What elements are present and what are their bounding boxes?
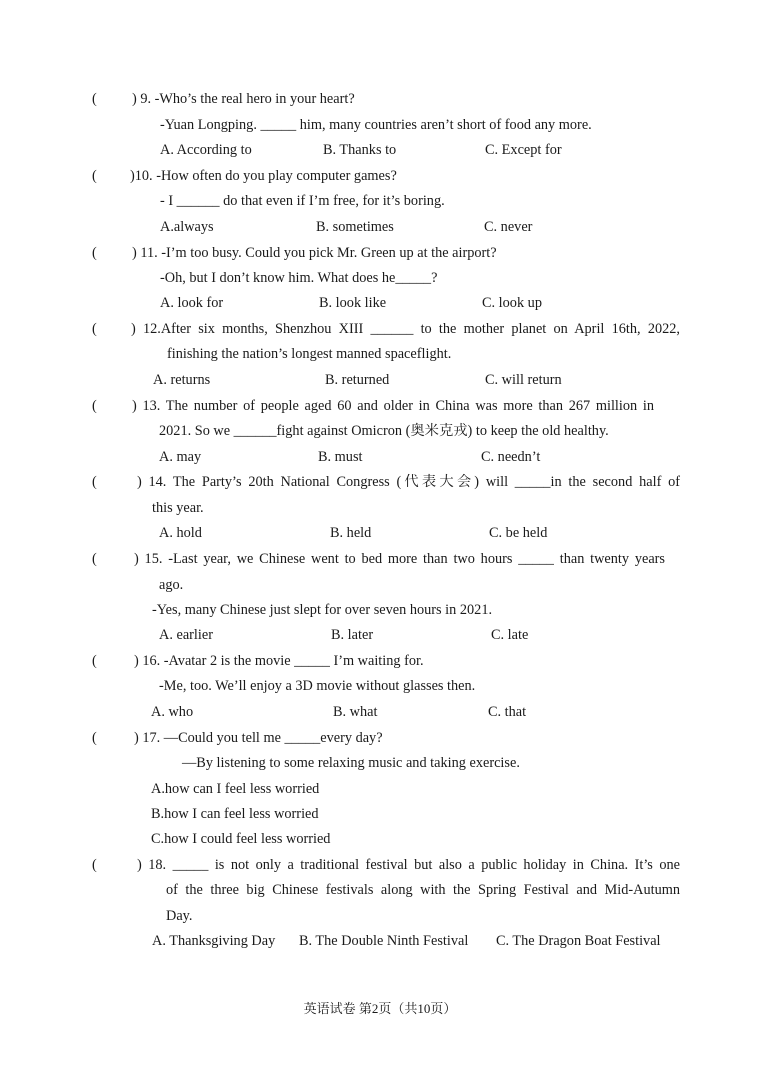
question-13-option-c: C. needn’t: [481, 449, 541, 465]
question-18-stem: ) 18. _____ is not only a traditional festival but also a public holiday in China. It’s one: [137, 857, 680, 873]
question-14-stem: ) 14. The Party’s 20th National Congress (代表大会) will _____in the second half of: [137, 474, 680, 490]
question-17-option-c: C.how I could feel less worried: [151, 831, 331, 847]
question-10-option-c: C. never: [484, 219, 533, 235]
question-12-option-a: A. returns: [153, 372, 211, 388]
question-17-option-b: B.how I can feel less worried: [151, 806, 319, 822]
question-16-option-b: B. what: [333, 704, 378, 720]
question-9-line2: -Yuan Longping. _____ him, many countries aren’t short of food any more.: [160, 117, 592, 133]
question-16-stem: ) 16. -Avatar 2 is the movie _____ I’m waiting for.: [134, 653, 424, 669]
question-17-stem: ) 17. —Could you tell me _____every day?: [134, 730, 383, 746]
answer-paren-open[interactable]: (: [92, 168, 97, 184]
question-16-line2: -Me, too. We’ll enjoy a 3D movie without glasses then.: [159, 678, 476, 694]
question-17-option-a: A.how can I feel less worried: [151, 781, 320, 797]
question-13-stem: ) 13. The number of people aged 60 and older in China was more than 267 million in: [132, 398, 654, 414]
answer-paren-open[interactable]: (: [92, 91, 97, 107]
question-18-line2: of the three big Chinese festivals along with the Spring Festival and Mid-Autumn: [166, 882, 680, 898]
question-14-option-a: A. hold: [159, 525, 202, 541]
answer-paren-open[interactable]: (: [92, 653, 97, 669]
question-12-line2: finishing the nation’s longest manned spaceflight.: [167, 346, 452, 362]
answer-paren-open[interactable]: (: [92, 245, 97, 261]
question-14-option-c: C. be held: [489, 525, 548, 541]
question-13-line2: 2021. So we ______fight against Omicron (奥米克戎) to keep the old healthy.: [159, 423, 609, 439]
question-12-option-b: B. returned: [325, 372, 390, 388]
question-11-option-a: A. look for: [160, 295, 224, 311]
question-15-stem: ) 15. -Last year, we Chinese went to bed more than two hours _____ than twenty years: [134, 551, 665, 567]
answer-paren-open[interactable]: (: [92, 474, 97, 490]
question-18-option-c: C. The Dragon Boat Festival: [496, 933, 661, 949]
question-15-option-a: A. earlier: [159, 627, 213, 643]
question-11-option-b: B. look like: [319, 295, 387, 311]
question-16-option-a: A. who: [151, 704, 194, 720]
question-18-option-b: B. The Double Ninth Festival: [299, 933, 469, 949]
question-13-option-a: A. may: [159, 449, 202, 465]
question-12-stem: ) 12.After six months, Shenzhou XIII ______ to the mother planet on April 16th, 2022,: [131, 321, 680, 337]
question-9-option-b: B. Thanks to: [323, 142, 397, 158]
answer-paren-open[interactable]: (: [92, 857, 97, 873]
question-10-option-a: A.always: [160, 219, 214, 235]
question-10-stem: )10. -How often do you play computer games?: [130, 168, 397, 184]
question-15-line2: ago.: [159, 577, 184, 593]
question-13-option-b: B. must: [318, 449, 363, 465]
question-14-option-b: B. held: [330, 525, 372, 541]
question-15-option-b: B. later: [331, 627, 374, 643]
question-14-line2: this year.: [152, 500, 204, 516]
question-12-option-c: C. will return: [485, 372, 562, 388]
question-18-option-a: A. Thanksgiving Day: [152, 933, 276, 949]
answer-paren-open[interactable]: (: [92, 321, 97, 337]
question-11-stem: ) 11. -I’m too busy. Could you pick Mr. Green up at the airport?: [132, 245, 497, 261]
question-9-stem: ) 9. -Who’s the real hero in your heart?: [132, 91, 355, 107]
answer-paren-open[interactable]: (: [92, 730, 97, 746]
question-16-option-c: C. that: [488, 704, 527, 720]
question-11-option-c: C. look up: [482, 295, 542, 311]
question-15-line3: -Yes, many Chinese just slept for over seven hours in 2021.: [152, 602, 493, 618]
answer-paren-open[interactable]: (: [92, 551, 97, 567]
question-9-option-a: A. According to: [160, 142, 252, 158]
answer-paren-open[interactable]: (: [92, 398, 97, 414]
question-18-line3: Day.: [166, 908, 193, 924]
question-15-option-c: C. late: [491, 627, 529, 643]
question-9-option-c: C. Except for: [485, 142, 562, 158]
question-10-option-b: B. sometimes: [316, 219, 394, 235]
page-footer: 英语试卷 第2页（共10页）: [303, 1001, 457, 1016]
question-11-line2: -Oh, but I don’t know him. What does he_____?: [160, 270, 438, 286]
question-17-line2: —By listening to some relaxing music and taking exercise.: [182, 755, 520, 771]
question-10-line2: - I ______ do that even if I’m free, for it’s boring.: [160, 193, 445, 209]
